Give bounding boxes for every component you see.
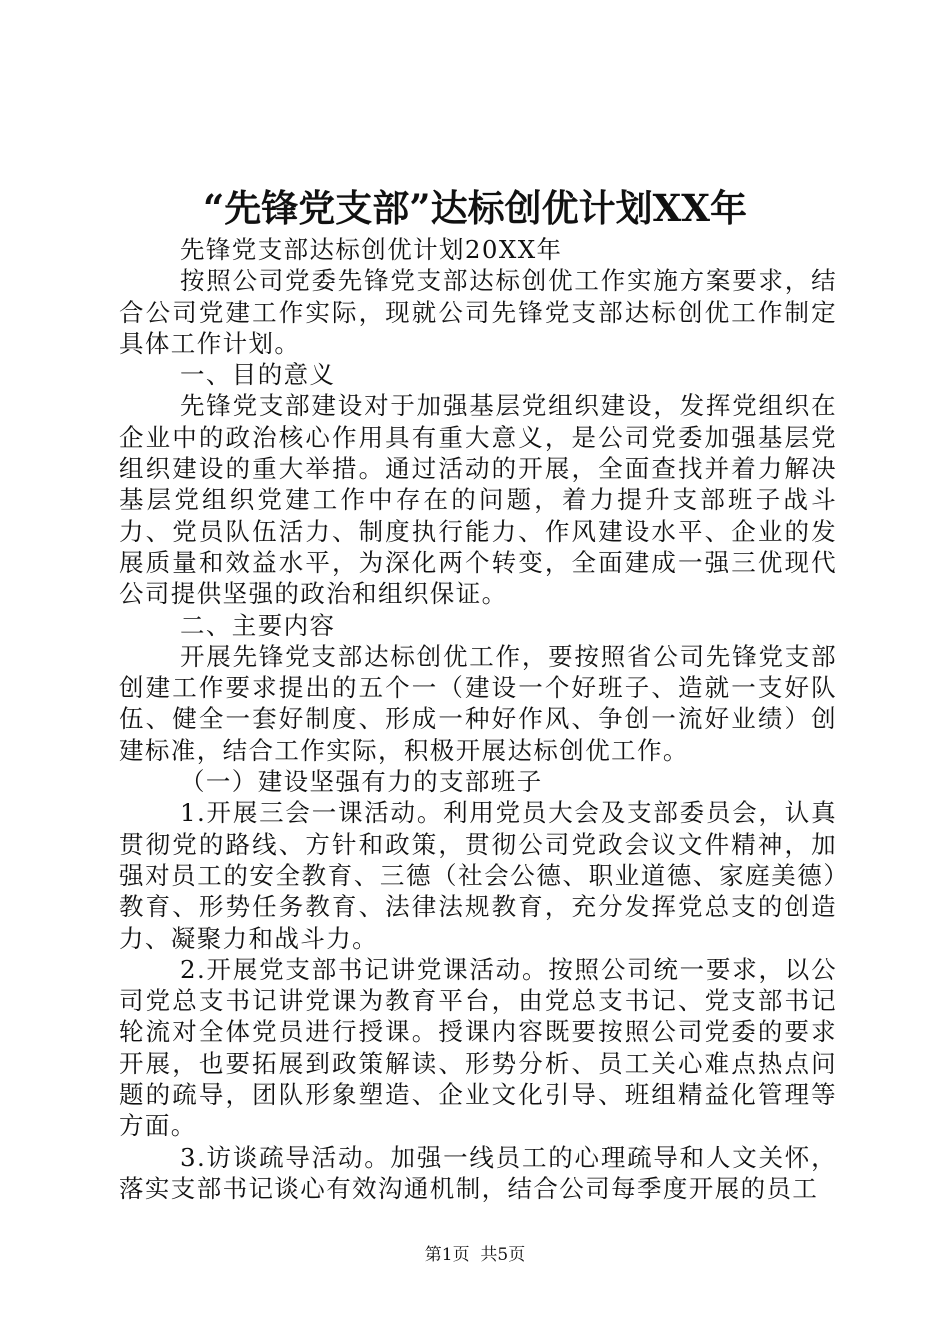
document-title: “先锋党支部”达标创优计划XX年 (203, 186, 747, 230)
subtitle-paragraph: 先锋党支部达标创优计划20XX年 (180, 235, 563, 264)
content-paragraph: 开展先锋党支部达标创优工作，要按照省公司先锋党支部创建工作要求提出的五个一（建设一个好班子、造就一支好队伍、健全一套好制度、形成一种好作风、争创一流好业绩）创建标准，结合工作实际，积极开展达标创优工作。 (119, 641, 837, 765)
section-heading-purpose: 一、目的意义 (180, 360, 336, 390)
page-footer (0, 1243, 950, 1267)
page-total: 共5页 (480, 1245, 526, 1265)
item-paragraph-1: 1.开展三会一课活动。利用党员大会及支部委员会，认真贯彻党的路线、方针和政策，贯彻公司党政会议文件精神，加强对员工的安全教育、三德（社会公德、职业道德、家庭美德）教育、形势任务教育、法律法规教育，充分发挥党总支的创造力、凝聚力和战斗力。 (119, 798, 837, 953)
footer-spacer (470, 1245, 481, 1265)
intro-paragraph: 按照公司党委先锋党支部达标创优工作实施方案要求，结合公司党建工作实际，现就公司先锋党支部达标创优工作制定具体工作计划。 (119, 266, 837, 358)
page-number: 第1页 (424, 1245, 470, 1265)
item-paragraph-2: 2.开展党支部书记讲党课活动。按照公司统一要求，以公司党总支书记讲党课为教育平台，由党总支书记、党支部书记轮流对全体党员进行授课。授课内容既要按照公司党委的要求开展，也要拓展到政策解读、形势分析、员工关心难点热点问题的疏导，团队形象塑造、企业文化引导、班组精益化管理等方面。 (119, 954, 837, 1141)
purpose-paragraph: 先锋党支部建设对于加强基层党组织建设，发挥党组织在企业中的政治核心作用具有重大意义，是公司党委加强基层党组织建设的重大举措。通过活动的开展，全面查找并着力解决基层党组织党建工作中存在的问题，着力提升支部班子战斗力、党员队伍活力、制度执行能力、作风建设水平、企业的发展质量和效益水平，为深化两个转变，全面建成一强三优现代公司提供坚强的政治和组织保证。 (119, 391, 837, 609)
section-heading-content: 二、主要内容 (180, 610, 336, 640)
document-body (119, 234, 837, 1204)
subsection-heading-1: （一）建设坚强有力的支部班子 (180, 767, 543, 797)
item-paragraph-3: 3.访谈疏导活动。加强一线员工的心理疏导和人文关怀，落实支部书记谈心有效沟通机制，结合公司每季度开展的员工 (119, 1142, 837, 1203)
